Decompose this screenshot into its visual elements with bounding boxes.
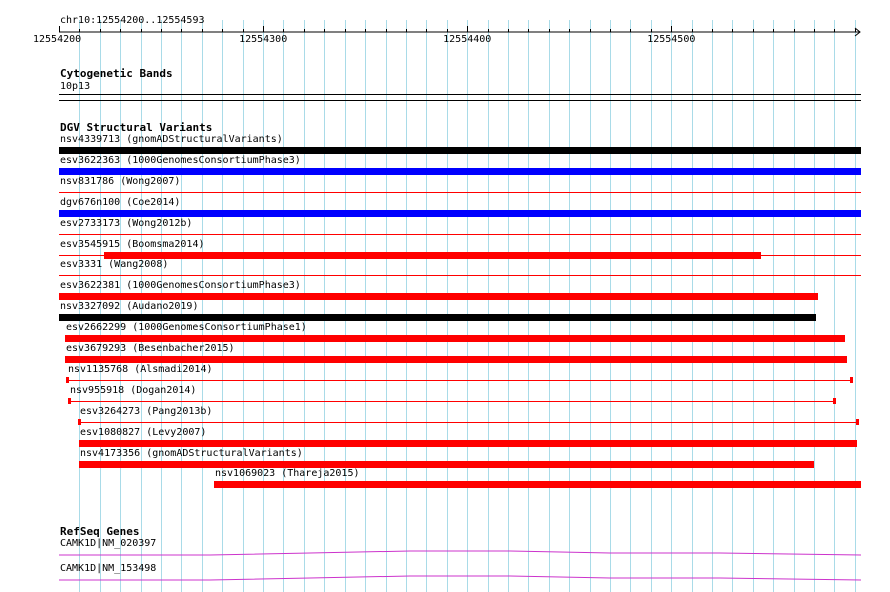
- refseq-title: RefSeq Genes: [60, 525, 140, 538]
- dgv-feature-label: dgv676n100 (Coe2014): [60, 197, 181, 208]
- dgv-feature-label: nsv3327092 (Audano2019): [60, 301, 199, 312]
- ruler-tick-label: 12554300: [239, 34, 288, 45]
- ruler-tick-label: 12554400: [443, 34, 492, 45]
- dgv-feature-label: nsv955918 (Dogan2014): [70, 385, 197, 396]
- dgv-feature-label: esv2733173 (Wong2012b): [60, 218, 193, 229]
- dgv-feature-label: nsv1135768 (Alsmadi2014): [68, 364, 213, 375]
- dgv-feature-label: esv3331 (Wang2008): [60, 259, 169, 270]
- dgv-feature-label: esv3622381 (1000GenomesConsortiumPhase3): [60, 280, 301, 291]
- dgv-feature-label: nsv4173356 (gnomADStructuralVariants): [80, 448, 303, 459]
- ruler-tick-label: 12554500: [647, 34, 696, 45]
- dgv-feature-label: esv3622363 (1000GenomesConsortiumPhase3): [60, 155, 301, 166]
- dgv-feature-label: nsv1069023 (Thareja2015): [215, 468, 360, 479]
- ruler-tick-label: 12554200: [33, 34, 82, 45]
- dgv-title: DGV Structural Variants: [60, 121, 213, 134]
- gene-label[interactable]: CAMK1D|NM_020397: [60, 538, 157, 549]
- region-label: chr10:12554200..12554593: [60, 15, 205, 26]
- gene-transcript-line[interactable]: [59, 551, 861, 555]
- cytoband-label: 10p13: [60, 81, 91, 92]
- dgv-feature-label: esv1080827 (Levy2007): [80, 427, 207, 438]
- cytoband-title: Cytogenetic Bands: [60, 67, 173, 80]
- dgv-feature-label: esv3545915 (Boomsma2014): [60, 239, 205, 250]
- gene-transcript-line[interactable]: [59, 576, 861, 580]
- dgv-feature-label: nsv4339713 (gnomADStructuralVariants): [60, 134, 283, 145]
- dgv-feature-label: esv3679293 (Besenbacher2015): [66, 343, 235, 354]
- dgv-feature-label: esv2662299 (1000GenomesConsortiumPhase1): [66, 322, 307, 333]
- gene-label[interactable]: CAMK1D|NM_153498: [60, 563, 157, 574]
- dgv-feature-label: nsv831786 (Wong2007): [60, 176, 181, 187]
- dgv-feature-label: esv3264273 (Pang2013b): [80, 406, 213, 417]
